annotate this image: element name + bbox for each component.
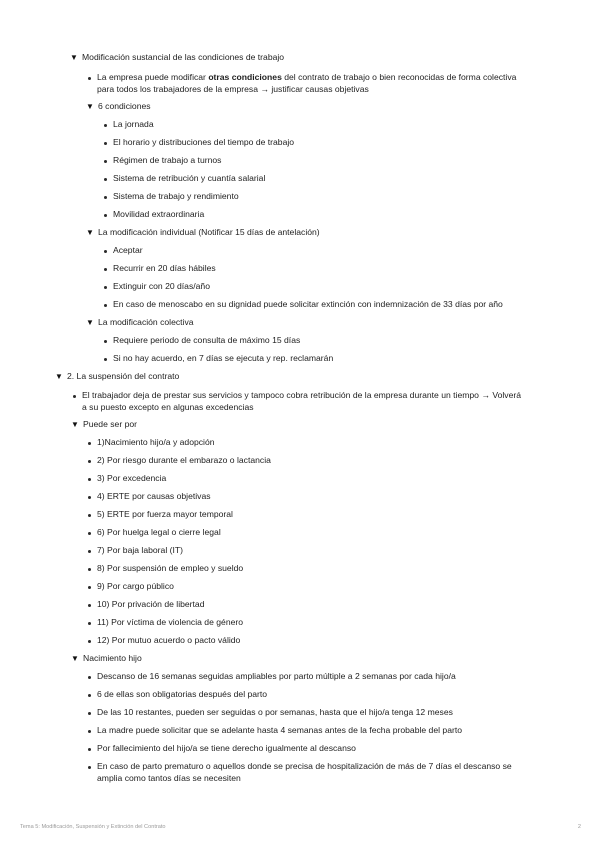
list-item: 4) ERTE por causas objetivas (97, 491, 211, 501)
list-item: 3) Por excedencia (97, 473, 167, 483)
bullet-icon (88, 730, 91, 733)
list-item-continuation: amplia como tantos días se necesiten (97, 773, 241, 783)
list-item: 6) Por huelga legal o cierre legal (97, 527, 221, 537)
bullet-icon (104, 358, 107, 361)
list-item: La madre puede solicitar que se adelante hasta 4 semanas antes de la fecha probable del parto (97, 725, 463, 735)
list-item: De las 10 restantes, pueden ser seguidas o por semanas, hasta que el hijo/a tenga 12 meses (97, 707, 453, 717)
bullet-icon (104, 250, 107, 253)
collapse-triangle-icon[interactable]: ▼ (71, 654, 79, 663)
list-item: Si no hay acuerdo, en 7 días se ejecuta y rep. reclamarán (113, 353, 334, 363)
subsection-heading-nacimiento[interactable]: ▼ Nacimiento hijo (71, 653, 142, 663)
bullet-icon (88, 604, 91, 607)
list-item: Recurrir en 20 días hábiles (113, 263, 216, 273)
bullet-icon (88, 622, 91, 625)
bullet-icon (104, 340, 107, 343)
bullet-icon (73, 395, 76, 398)
bullet-icon (88, 460, 91, 463)
list-item: 7) Por baja laboral (IT) (97, 545, 183, 555)
list-item: Régimen de trabajo a turnos (113, 155, 222, 165)
list-item: El horario y distribuciones del tiempo de trabajo (113, 137, 295, 147)
bullet-icon (104, 286, 107, 289)
list-item: Sistema de trabajo y rendimiento (113, 191, 239, 201)
list-item: 5) ERTE por fuerza mayor temporal (97, 509, 233, 519)
bullet-icon (88, 712, 91, 715)
bullet-icon (88, 586, 91, 589)
list-item: 10) Por privación de libertad (97, 599, 205, 609)
bullet-icon (88, 694, 91, 697)
bullet-icon (88, 550, 91, 553)
bullet-icon (88, 676, 91, 679)
list-item: Descanso de 16 semanas seguidas ampliables por parto múltiple a 2 semanas por cada hijo/a (97, 671, 456, 681)
list-item: 12) Por mutuo acuerdo o pacto válido (97, 635, 241, 645)
subsection-heading-condiciones[interactable]: ▼ 6 condiciones (86, 101, 151, 111)
collapse-triangle-icon[interactable]: ▼ (71, 420, 79, 429)
list-item: Sistema de retribución y cuantía salarial (113, 173, 266, 183)
bullet-icon (104, 178, 107, 181)
bullet-icon (88, 77, 91, 80)
list-item: La jornada (113, 119, 154, 129)
list-item: 2) Por riesgo durante el embarazo o lactancia (97, 455, 271, 465)
subsection-heading-individual[interactable]: ▼ La modificación individual (Notificar 15 días de antelación) (86, 227, 320, 237)
section-heading-suspension[interactable]: ▼ 2. La suspensión del contrato (55, 371, 180, 381)
bullet-icon (88, 478, 91, 481)
page-number: 2 (577, 824, 581, 830)
bullet-icon (104, 196, 107, 199)
bullet-icon (88, 442, 91, 445)
list-item: 9) Por cargo público (97, 581, 174, 591)
bullet-icon (104, 124, 107, 127)
collapse-triangle-icon[interactable]: ▼ (70, 53, 78, 62)
bullet-icon (104, 268, 107, 271)
list-item: 11) Por víctima de violencia de género (97, 617, 244, 627)
bullet-icon (104, 160, 107, 163)
list-item: En caso de parto prematuro o aquellos donde se precisa de hospitalización de más de 7 días el descanso se (97, 761, 512, 771)
list-item: Movilidad extraordinaria (113, 209, 205, 219)
list-item: 8) Por suspensión de empleo y sueldo (97, 563, 244, 573)
list-item: Extinguir con 20 días/año (113, 281, 210, 291)
section-heading-modificacion[interactable] (70, 52, 284, 63)
collapse-triangle-icon[interactable]: ▼ (86, 318, 94, 327)
bullet-icon (88, 766, 91, 769)
collapse-triangle-icon[interactable]: ▼ (86, 228, 94, 237)
list-item: En caso de menoscabo en su dignidad puede solicitar extinción con indemnización de 33 días por año (113, 299, 503, 309)
bullet-icon (104, 214, 107, 217)
bullet-icon (88, 532, 91, 535)
bold-term: otras condiciones (208, 72, 282, 82)
list-item-continuation: para todos los trabajadores de la empresa → justificar causas objetivas (97, 84, 369, 94)
subsection-heading-puede-ser-por[interactable]: ▼ Puede ser por (71, 419, 137, 429)
bullet-icon (104, 142, 107, 145)
list-item: Por fallecimiento del hijo/a se tiene derecho igualmente al descanso (97, 743, 356, 753)
list-item: Requiere periodo de consulta de máximo 15 días (113, 335, 301, 345)
list-item-continuation: a su puesto excepto en algunas excedencias (82, 402, 254, 412)
heading-text: Modificación sustancial de las condiciones de trabajo (82, 52, 285, 62)
collapse-triangle-icon[interactable]: ▼ (86, 102, 94, 111)
list-item: 1)Nacimiento hijo/a y adopción (97, 437, 215, 447)
bullet-icon (88, 514, 91, 517)
bullet-icon (88, 640, 91, 643)
bullet-icon (88, 568, 91, 571)
bullet-icon (104, 304, 107, 307)
list-item: La empresa puede modificar otras condiciones del contrato de trabajo o bien reconocidas de forma colectiva (97, 72, 517, 82)
subsection-heading-colectiva[interactable]: ▼ La modificación colectiva (86, 317, 194, 327)
list-item: Aceptar (113, 245, 143, 255)
collapse-triangle-icon[interactable]: ▼ (55, 372, 63, 381)
list-item: 6 de ellas son obligatorias después del parto (97, 689, 268, 699)
bullet-icon (88, 748, 91, 751)
list-item: El trabajador deja de prestar sus servicios y tampoco cobra retribución de la empresa durante un tiempo → Volverá (82, 390, 521, 400)
footer-title: Tema 5: Modificación, Suspensión y Extinción del Contrato (20, 824, 166, 830)
bullet-icon (88, 496, 91, 499)
